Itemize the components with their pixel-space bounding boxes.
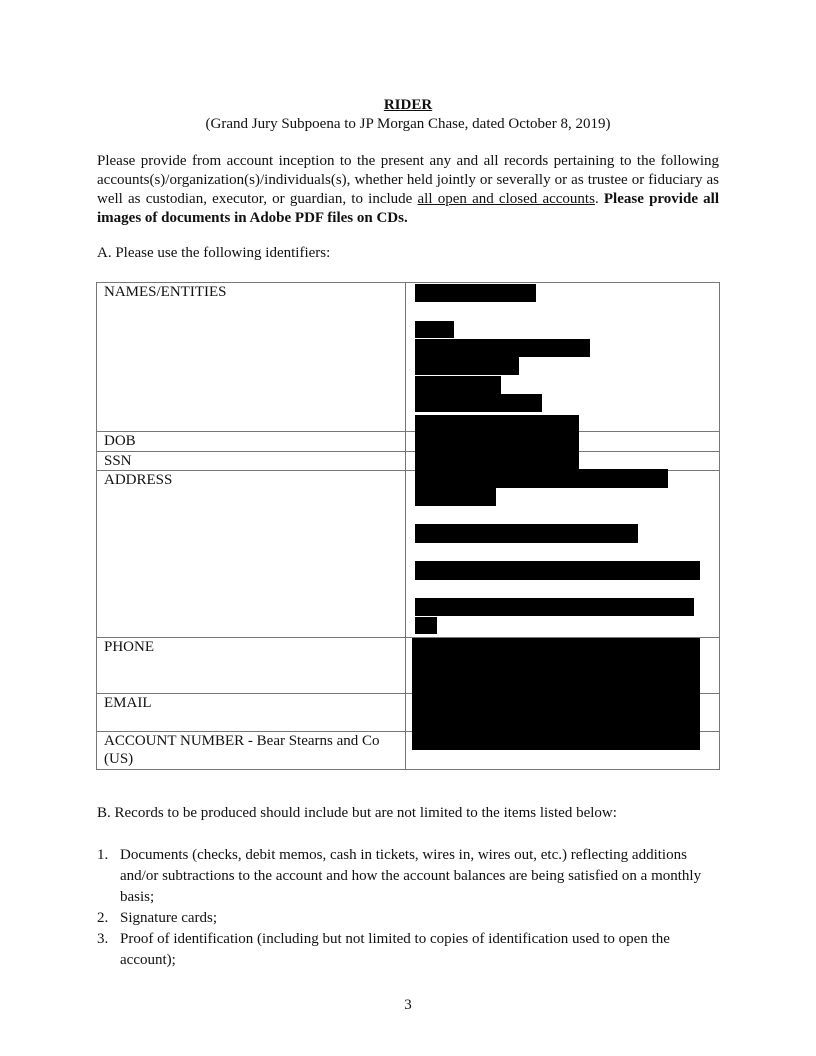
redaction-block: [415, 321, 454, 338]
ssn-label: SSN: [97, 452, 406, 471]
intro-text: Please provide from account inception to the present any and all records pertaining to the following accounts(s)/organization(s)/individuals(s), whether held jointly or severally or as trustee or fiduciary as well as custodian, executor, or guardian, to include: [97, 153, 719, 207]
intro-paragraph: [97, 152, 719, 228]
redaction-block: [415, 357, 519, 375]
list-item-number: 1.: [97, 847, 109, 863]
list-item: [97, 929, 719, 971]
document-title: RIDER: [383, 97, 433, 113]
document-subtitle: (Grand Jury Subpoena to JP Morgan Chase, dated October 8, 2019): [205, 116, 611, 132]
redaction-block: [415, 469, 668, 488]
table-row-ssn: [97, 452, 720, 471]
list-item-text: Signature cards;: [120, 910, 218, 926]
redaction-block: [415, 617, 437, 634]
names-label: NAMES/ENTITIES: [97, 283, 406, 432]
intro-bold-instruction: Please provide all images of documents in Adobe PDF files on CDs.: [97, 191, 720, 226]
intro-text-end: .: [594, 191, 599, 207]
redaction-block: [415, 488, 496, 506]
list-item: [97, 908, 719, 929]
dob-label: DOB: [97, 432, 406, 452]
intro-underlined-text: all open and closed accounts: [417, 191, 595, 207]
list-item-number: 2.: [97, 910, 109, 926]
phone-label: PHONE: [97, 638, 406, 694]
redaction-block: [415, 598, 694, 616]
redaction-block: [415, 394, 542, 412]
list-item-text: Proof of identification (including but not limited to copies of identification used to open the account);: [120, 931, 670, 968]
redaction-block: [415, 339, 590, 357]
section-a-heading: A. Please use the following identifiers:: [97, 245, 331, 261]
section-b-heading: B. Records to be produced should include but are not limited to the items listed below:: [97, 805, 617, 821]
redaction-block: [415, 524, 638, 543]
address-label: ADDRESS: [97, 471, 406, 638]
email-label: EMAIL: [97, 694, 406, 732]
page-number: 3: [404, 997, 412, 1013]
list-item-number: 3.: [97, 931, 109, 947]
redaction-block: [412, 638, 700, 750]
table-row-dob: [97, 432, 720, 452]
redaction-block: [415, 561, 700, 580]
list-item: [97, 845, 719, 908]
redaction-block: [415, 376, 501, 394]
records-list: [97, 845, 719, 971]
redaction-block: [415, 415, 579, 469]
redaction-block: [415, 284, 536, 302]
account-label: ACCOUNT NUMBER - Bear Stearns and Co (US): [97, 732, 406, 770]
list-item-text: Documents (checks, debit memos, cash in tickets, wires in, wires out, etc.) reflecting additions and/or subtractions to the account and how the account balances are being satisfied on a monthly basis;: [120, 847, 702, 905]
table-row-names: [97, 283, 720, 432]
